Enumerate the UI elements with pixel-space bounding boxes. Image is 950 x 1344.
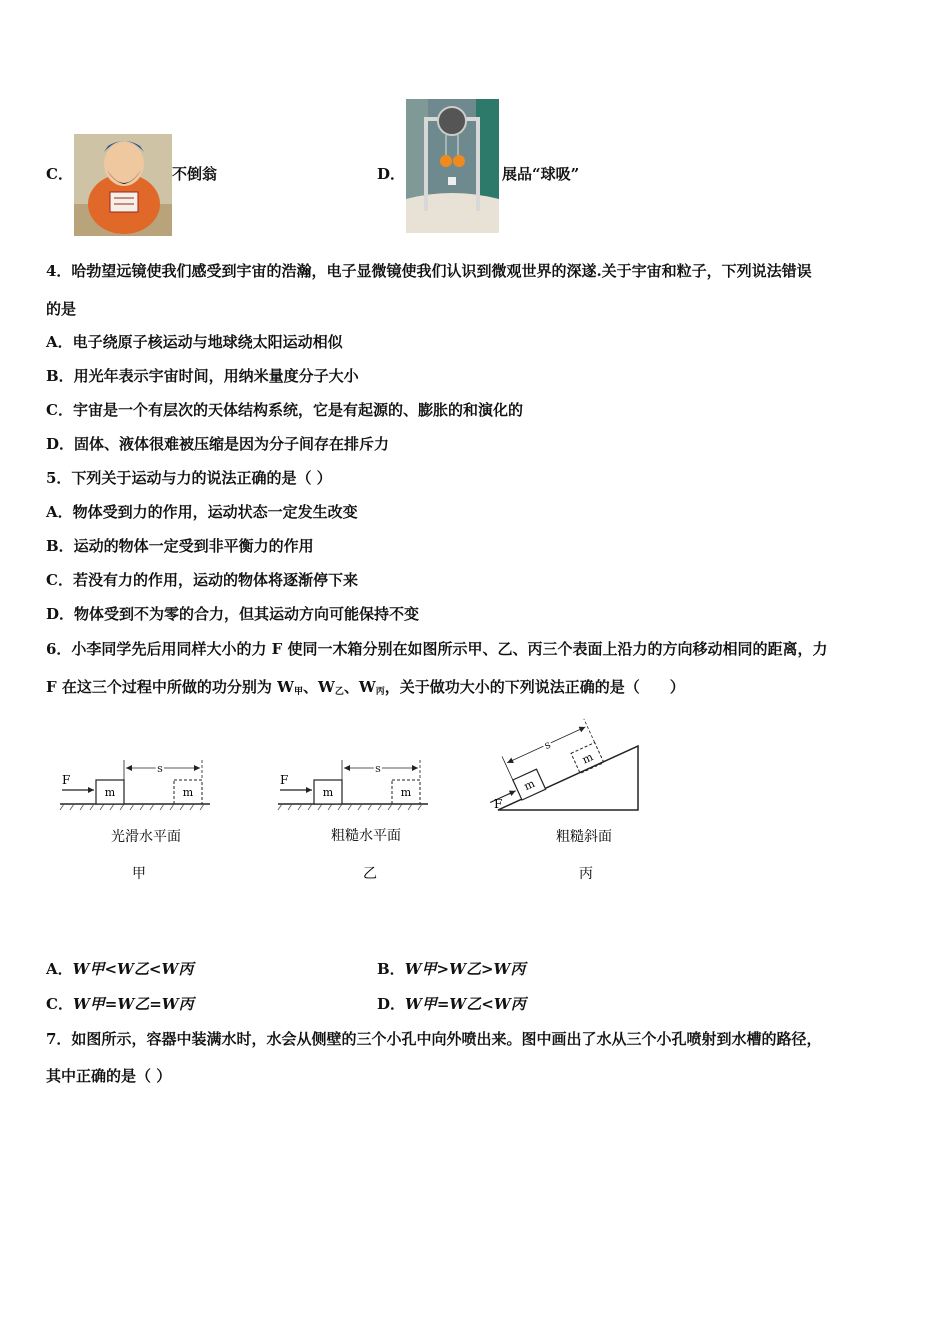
figure-bing <box>475 719 638 813</box>
fig-jia-surface: 光滑水平面 <box>111 829 181 845</box>
q6-option-a-text: W甲<W乙<W丙 <box>72 960 194 978</box>
q6-sep2: 、W <box>343 678 376 696</box>
ball-suction-exhibit-photo <box>406 99 499 233</box>
q5-stem: 5．下列关于运动与力的说法正确的是（ ） <box>46 469 332 487</box>
fig-jia-dist: s <box>157 762 163 775</box>
q6-stem-line2 <box>46 677 685 702</box>
q5-option-b: B．运动的物体一定受到非平衡力的作用 <box>46 537 314 555</box>
fig-yi-mass-end: m <box>400 786 412 799</box>
q6-option-c <box>46 994 194 1014</box>
q6-sub-jia: 甲 <box>293 687 303 697</box>
q3-option-d-label: D． <box>377 165 406 183</box>
fig-bing-name: 丙 <box>579 866 593 882</box>
q4-option-b: B．用光年表示宇宙时间，用纳米量度分子大小 <box>46 367 359 385</box>
figure-jia <box>60 760 210 810</box>
fig-jia-mass: m <box>104 786 116 799</box>
fig-yi-surface: 粗糙水平面 <box>331 828 401 844</box>
q4-option-d: D．固体、液体很难被压缩是因为分子间存在排斥力 <box>46 435 390 453</box>
q7-stem-line1: 7．如图所示，容器中装满水时，水会从侧壁的三个小孔中向外喷出来。图中画出了水从三个小孔喷射到水槽的路径， <box>46 1030 822 1048</box>
q6-option-c-text: W甲=W乙=W丙 <box>72 995 194 1013</box>
q6-option-b <box>377 959 525 979</box>
q5-option-d: D．物体受到不为零的合力，但其运动方向可能保持不变 <box>46 605 420 623</box>
q6-stem-line2-part-b: ，关于做功大小的下列说法正确的是（ ） <box>384 678 685 696</box>
fig-jia-mass-end: m <box>182 786 194 799</box>
q3-option-c-text: 不倒翁 <box>172 165 218 183</box>
fig-jia-name: 甲 <box>132 866 146 882</box>
tumbler-doll-photo <box>74 134 172 236</box>
tumbler-doll-image <box>74 134 172 236</box>
q6-option-c-label: C． <box>46 995 73 1013</box>
q6-stem-line1: 6．小李同学先后用同样大小的力 F 使同一木箱分别在如图所示甲、乙、丙三个表面上沿力的方向移动相同的距离，力 <box>46 640 828 658</box>
q6-sep1: 、W <box>302 678 335 696</box>
q6-figures <box>50 700 670 900</box>
fig-yi-name: 乙 <box>363 866 377 882</box>
q6-option-d <box>377 994 526 1014</box>
figure-yi <box>278 760 428 810</box>
q6-option-b-label: B． <box>377 960 405 978</box>
fig-bing-force: F <box>494 797 503 811</box>
q4-stem-line1: 4．哈勃望远镜使我们感受到宇宙的浩瀚，电子显微镜使我们认识到微观世界的深遂.关于宇宙和粒子，下列说法错误 <box>46 262 812 280</box>
q5-option-a: A．物体受到力的作用，运动状态一定发生改变 <box>46 503 358 521</box>
q6-option-b-text: W甲>W乙>W丙 <box>404 960 526 978</box>
fig-yi-force: F <box>280 773 289 787</box>
q3-option-c-label: C． <box>46 165 73 183</box>
q4-option-c: C．宇宙是一个有层次的天体结构系统，它是有起源的、膨胀的和演化的 <box>46 401 523 419</box>
q4-option-a: A．电子绕原子核运动与地球绕太阳运动相似 <box>46 333 343 351</box>
q6-option-a-label: A． <box>46 960 73 978</box>
fig-bing-surface: 粗糙斜面 <box>556 829 612 845</box>
q4-stem-line2: 的是 <box>46 300 77 318</box>
q6-sub-yi: 乙 <box>334 687 344 697</box>
fig-bing-mass-end: m <box>580 750 596 767</box>
fig-yi-mass: m <box>322 786 334 799</box>
q7-stem-line2: 其中正确的是（ ） <box>46 1067 172 1085</box>
q6-option-a <box>46 959 193 979</box>
fig-jia-force: F <box>62 773 71 787</box>
q6-option-d-label: D． <box>377 995 406 1013</box>
fig-bing-dist: s <box>542 737 553 753</box>
q6-sub-bing: 丙 <box>375 687 385 697</box>
q6-option-d-text: W甲=W乙<W丙 <box>405 995 526 1013</box>
fig-bing-mass: m <box>521 776 537 794</box>
q5-option-c: C．若没有力的作用，运动的物体将逐渐停下来 <box>46 571 358 589</box>
ball-suction-image <box>406 99 499 233</box>
fig-yi-dist: s <box>375 762 381 775</box>
q6-stem-line2-part-a: F 在这三个过程中所做的功分别为 W <box>46 678 294 696</box>
q3-option-d-text: 展品“球吸” <box>502 165 580 183</box>
